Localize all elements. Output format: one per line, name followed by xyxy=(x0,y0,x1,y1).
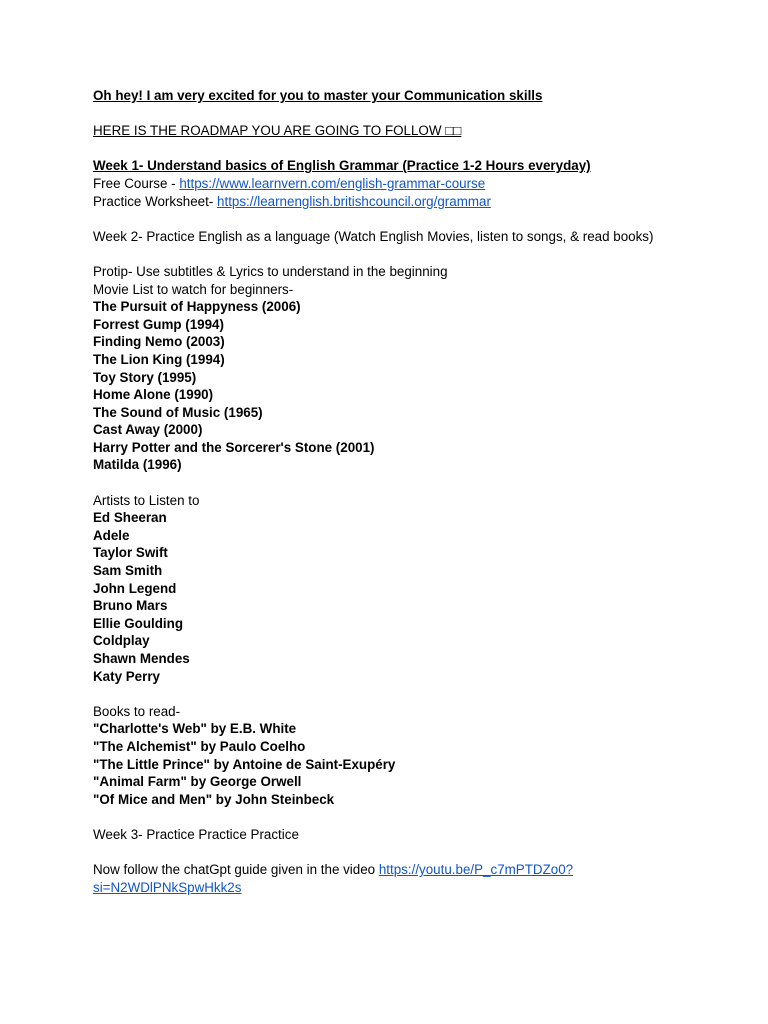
week2-heading: Week 2- Practice English as a language (Watch English Movies, listen to songs, & read books) xyxy=(93,228,654,244)
movie-list-label: Movie List to watch for beginners- xyxy=(93,281,294,297)
movie-item: Toy Story (1995) xyxy=(93,369,197,385)
movie-item: The Lion King (1994) xyxy=(93,351,225,367)
spacer xyxy=(93,808,673,826)
document-body xyxy=(93,87,673,896)
practice-worksheet-label: Practice Worksheet- xyxy=(93,193,218,209)
artist-list xyxy=(93,509,673,685)
spacer xyxy=(93,105,673,123)
week1-heading: Week 1- Understand basics of English Grammar (Practice 1-2 Hours everyday) xyxy=(93,158,591,174)
artist-item: Katy Perry xyxy=(93,668,160,684)
book-item: "Charlotte's Web" by E.B. White xyxy=(93,721,297,737)
outro-line xyxy=(93,861,673,879)
movie-list xyxy=(93,298,673,474)
artist-item: Ellie Goulding xyxy=(93,615,184,631)
protip-text: Protip- Use subtitles & Lyrics to understand in the beginning xyxy=(93,263,448,279)
spacer xyxy=(93,844,673,862)
movie-item: The Pursuit of Happyness (2006) xyxy=(93,299,301,315)
artist-item: Bruno Mars xyxy=(93,598,168,614)
spacer xyxy=(93,210,673,228)
movie-item: Forrest Gump (1994) xyxy=(93,316,224,332)
video-link-part1[interactable]: https://youtu.be/P_c7mPTDZo0? xyxy=(378,862,574,878)
artist-item: Coldplay xyxy=(93,633,150,649)
free-course-link[interactable]: https://www.learnvern.com/english-grammar-course xyxy=(179,175,486,191)
book-item: "Of Mice and Men" by John Steinbeck xyxy=(93,791,335,807)
week3-heading: Week 3- Practice Practice Practice xyxy=(93,826,299,842)
free-course-label: Free Course - xyxy=(93,175,180,191)
outro-line-2 xyxy=(93,879,673,897)
artists-label: Artists to Listen to xyxy=(93,492,200,508)
artist-item: Taylor Swift xyxy=(93,545,168,561)
artist-item: Shawn Mendes xyxy=(93,651,190,666)
video-link-part2[interactable]: si=N2WDlPNkSpwHkk2s xyxy=(93,879,242,895)
book-item: "The Alchemist" by Paulo Coelho xyxy=(93,738,306,754)
spacer xyxy=(93,685,673,703)
free-course-line xyxy=(93,175,673,193)
practice-worksheet-line xyxy=(93,193,673,211)
artist-item: John Legend xyxy=(93,580,177,596)
book-item: "Animal Farm" by George Orwell xyxy=(93,774,302,790)
artist-item: Adele xyxy=(93,527,130,543)
spacer xyxy=(93,140,673,158)
book-list xyxy=(93,720,673,808)
greeting-heading: Oh hey! I am very excited for you to master your Communication skills xyxy=(93,88,543,103)
artist-item: Ed Sheeran xyxy=(93,510,167,526)
roadmap-heading: HERE IS THE ROADMAP YOU ARE GOING TO FOLLOW □□ xyxy=(93,123,462,139)
movie-item: Cast Away (2000) xyxy=(93,422,203,438)
artist-item: Sam Smith xyxy=(93,563,163,579)
movie-item: Finding Nemo (2003) xyxy=(93,334,225,350)
outro-text: Now follow the chatGpt guide given in the video xyxy=(93,862,379,878)
books-label: Books to read- xyxy=(93,703,181,719)
movie-item: Harry Potter and the Sorcerer's Stone (2001) xyxy=(93,439,375,455)
movie-item: Home Alone (1990) xyxy=(93,387,214,403)
movie-item: The Sound of Music (1965) xyxy=(93,404,263,420)
spacer xyxy=(93,474,673,492)
movie-item: Matilda (1996) xyxy=(93,457,182,473)
book-item: "The Little Prince" by Antoine de Saint-Exupéry xyxy=(93,756,396,772)
spacer xyxy=(93,245,673,263)
practice-worksheet-link[interactable]: https://learnenglish.britishcouncil.org/grammar xyxy=(217,193,491,209)
